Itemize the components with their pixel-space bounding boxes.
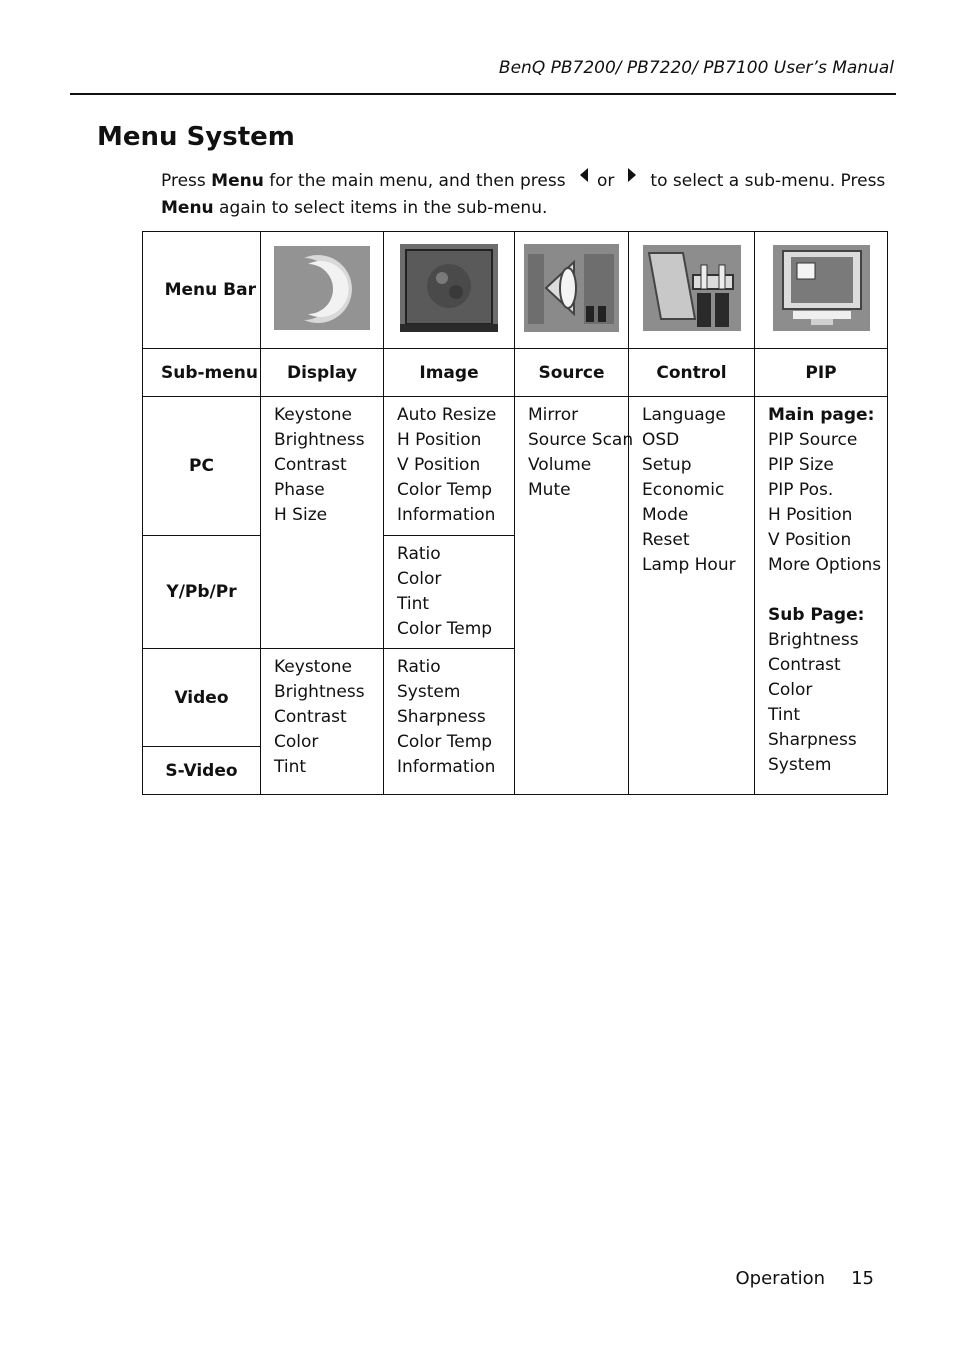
list-item: H Position: [397, 430, 482, 450]
display-pc-list: [261, 397, 384, 649]
intro-menu-1: Menu: [211, 171, 264, 191]
column-source: Source: [515, 349, 629, 397]
list-item: Setup: [642, 455, 692, 475]
source-list: [515, 397, 634, 795]
column-pip: PIP: [755, 349, 888, 397]
list-item: Color: [397, 569, 442, 589]
list-item: Color Temp: [397, 732, 493, 752]
manual-title: BenQ PB7200/ PB7220/ PB7100 User’s Manual: [498, 58, 894, 78]
list-item: Ratio: [397, 544, 441, 564]
list-item: Tint: [768, 705, 801, 725]
list-item: Auto Resize: [397, 405, 497, 425]
intro-paragraph: [161, 168, 891, 222]
control-icon-cell: [629, 232, 755, 349]
left-arrow-icon: [580, 168, 588, 182]
list-item: Economic: [642, 480, 725, 500]
row-pc: PC: [143, 397, 261, 536]
intro-text-4: again to select items in the sub-menu.: [213, 198, 548, 218]
image-ypbpr-list: [384, 536, 515, 649]
footer-section: Operation: [735, 1268, 826, 1289]
list-item: Sharpness: [768, 730, 857, 750]
list-item: Ratio: [397, 657, 441, 677]
intro-menu-2: Menu: [161, 198, 214, 218]
image-icon-cell: [384, 232, 515, 349]
column-image: Image: [384, 349, 515, 397]
intro-text-1: Press: [161, 171, 212, 191]
list-item: Information: [397, 505, 496, 525]
list-item: Contrast: [274, 455, 347, 475]
list-item: V Position: [768, 530, 852, 550]
list-item: Source Scan: [528, 430, 634, 450]
header-divider: [70, 93, 896, 95]
image-video-list: [384, 649, 515, 795]
list-item: Color Temp: [397, 480, 493, 500]
pip-list: [755, 397, 888, 795]
list-item: System: [768, 755, 832, 775]
pip-sub-heading: Sub Page:: [768, 605, 865, 625]
page-number: 15: [851, 1268, 874, 1289]
display-icon: [274, 246, 370, 330]
list-item: More Options: [768, 555, 882, 575]
list-item: Volume: [528, 455, 592, 475]
list-item: PIP Source: [768, 430, 858, 450]
list-item: Mirror: [528, 405, 579, 425]
menu-bar-label: Menu Bar: [143, 232, 261, 349]
list-item: Color: [768, 680, 813, 700]
list-item: Contrast: [768, 655, 841, 675]
page-title: Menu System: [97, 122, 295, 152]
list-item: Phase: [274, 480, 325, 500]
list-item: Brightness: [274, 682, 365, 702]
intro-or: or: [597, 171, 615, 191]
intro-text-2: for the main menu, and then press: [263, 171, 566, 191]
page-footer: [736, 1268, 874, 1289]
list-item: Keystone: [274, 405, 352, 425]
control-icon: [643, 245, 741, 331]
list-item: OSD: [642, 430, 680, 450]
display-icon-cell: [261, 232, 384, 349]
image-icon: [400, 244, 498, 332]
row-ypbpr: Y/Pb/Pr: [143, 536, 261, 649]
list-item: Tint: [274, 757, 307, 777]
list-item: Sharpness: [397, 707, 486, 727]
list-item: Color: [274, 732, 319, 752]
image-pc-list: [384, 397, 515, 536]
list-item: PIP Size: [768, 455, 834, 475]
menu-system-table: [142, 231, 888, 795]
row-video: Video: [143, 649, 261, 747]
list-item: Brightness: [274, 430, 365, 450]
source-icon-cell: [515, 232, 629, 349]
list-item: Contrast: [274, 707, 347, 727]
pip-icon: [773, 245, 870, 331]
submenu-label: Sub-menu: [143, 349, 261, 397]
list-item: Reset: [642, 530, 690, 550]
list-item: Color Temp: [397, 619, 493, 639]
source-icon: [524, 244, 619, 332]
intro-text-3: to select a sub-menu. Press: [650, 171, 886, 191]
display-video-list: [261, 649, 384, 795]
list-item: System: [397, 682, 461, 702]
list-item: Brightness: [768, 630, 859, 650]
control-list: [629, 397, 755, 795]
pip-spacer: [768, 578, 887, 603]
pip-icon-cell: [755, 232, 888, 349]
list-item: Lamp Hour: [642, 555, 736, 575]
list-item: Mute: [528, 480, 571, 500]
list-item: Mode: [642, 505, 689, 525]
list-item: Tint: [397, 594, 430, 614]
list-item: H Size: [274, 505, 328, 525]
list-item: H Position: [768, 505, 853, 525]
list-item: Information: [397, 757, 496, 777]
column-display: Display: [261, 349, 384, 397]
list-item: PIP Pos.: [768, 480, 834, 500]
row-svideo: S-Video: [143, 747, 261, 795]
column-control: Control: [629, 349, 755, 397]
list-item: V Position: [397, 455, 481, 475]
list-item: Keystone: [274, 657, 352, 677]
pip-main-heading: Main page:: [768, 405, 875, 425]
list-item: Language: [642, 405, 726, 425]
right-arrow-icon: [628, 168, 636, 182]
